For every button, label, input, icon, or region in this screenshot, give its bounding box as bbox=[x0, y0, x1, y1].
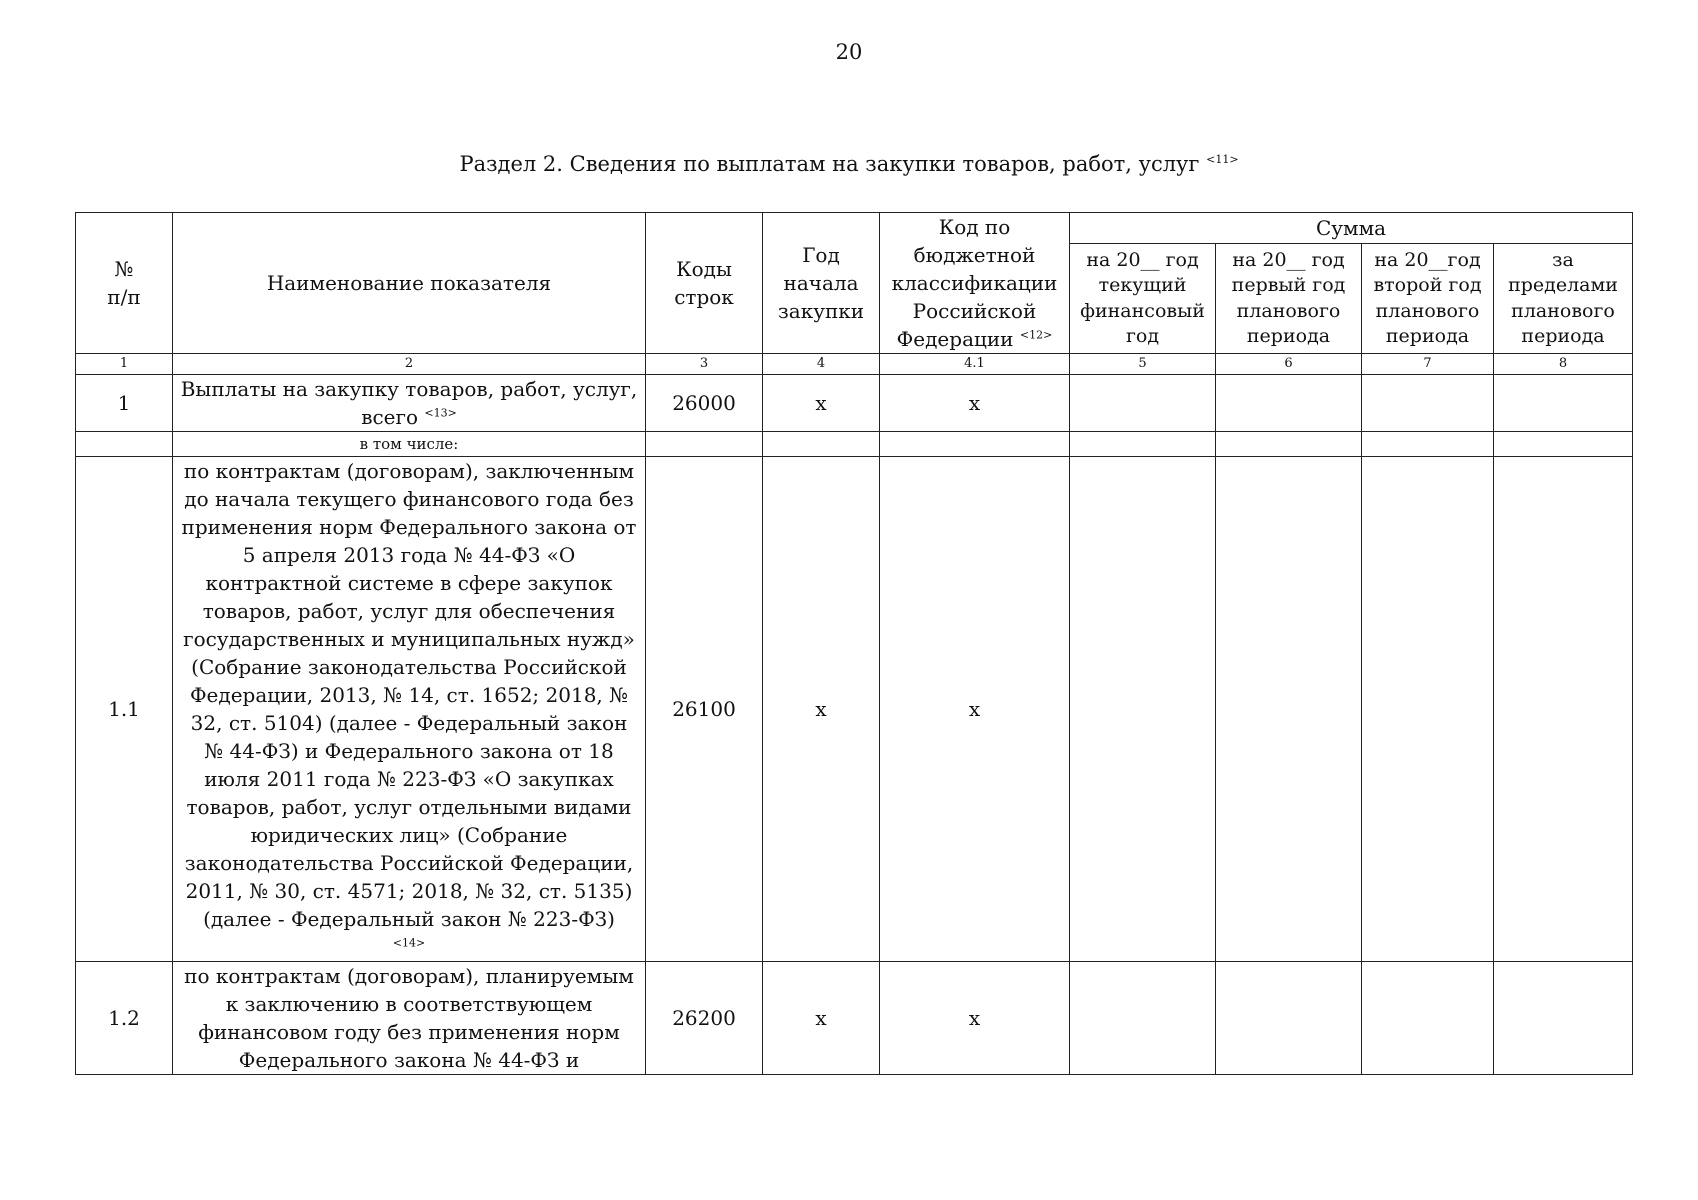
header-code-line: Коды bbox=[676, 257, 732, 281]
value-cell bbox=[1216, 432, 1362, 457]
sum-col-line: на 20__год bbox=[1374, 248, 1481, 271]
header-kbk-line: Российской bbox=[912, 299, 1037, 323]
row-kbk: x bbox=[880, 457, 1070, 962]
column-number: 3 bbox=[646, 354, 763, 375]
value-cell bbox=[1494, 432, 1633, 457]
row-name bbox=[173, 457, 646, 962]
row-num: 1 bbox=[76, 375, 173, 432]
column-number: 2 bbox=[173, 354, 646, 375]
row-name bbox=[173, 375, 646, 432]
sum-col-line: периода bbox=[1521, 325, 1605, 347]
header-kbk-line: Код по bbox=[938, 215, 1011, 239]
header-sum: Сумма bbox=[1070, 213, 1633, 244]
value-cell bbox=[1216, 375, 1362, 432]
table-row bbox=[76, 962, 1633, 1075]
value-cell bbox=[1494, 457, 1633, 962]
header-kbk bbox=[880, 213, 1070, 354]
value-cell bbox=[1362, 962, 1494, 1075]
row-year: x bbox=[763, 962, 880, 1075]
row-footnote: <13> bbox=[424, 406, 457, 420]
column-number: 7 bbox=[1362, 354, 1494, 375]
sum-col-line: планового bbox=[1511, 299, 1615, 322]
value-cell bbox=[1070, 375, 1216, 432]
header-year bbox=[763, 213, 880, 354]
header-num bbox=[76, 213, 173, 354]
row-name: в том числе: bbox=[173, 432, 646, 457]
sum-col-line: финансовый bbox=[1080, 299, 1205, 322]
value-cell bbox=[1362, 432, 1494, 457]
header-name: Наименование показателя bbox=[173, 213, 646, 354]
value-cell bbox=[1362, 457, 1494, 962]
header-kbk-footnote: <12> bbox=[1019, 328, 1053, 342]
header-kbk-line: бюджетной bbox=[913, 243, 1036, 267]
section-footnote: <11> bbox=[1206, 153, 1239, 166]
header-sum-current bbox=[1070, 244, 1216, 354]
table-row bbox=[76, 432, 1633, 457]
value-cell bbox=[1362, 375, 1494, 432]
row-code: 26200 bbox=[646, 962, 763, 1075]
sum-col-line: на 20__ год bbox=[1232, 248, 1345, 271]
value-cell bbox=[1070, 432, 1216, 457]
column-number: 8 bbox=[1494, 354, 1633, 375]
sum-col-line: периода bbox=[1246, 325, 1331, 347]
header-num-line: № bbox=[114, 257, 134, 281]
row-name-text: Выплаты на закупку товаров, работ, услуг, всего bbox=[180, 377, 638, 429]
header-num-line: п/п bbox=[107, 285, 141, 309]
value-cell bbox=[1070, 457, 1216, 962]
column-number: 6 bbox=[1216, 354, 1362, 375]
sum-col-line: планового bbox=[1236, 299, 1341, 322]
value-cell bbox=[1070, 962, 1216, 1075]
sum-col-line: периода bbox=[1385, 325, 1470, 347]
sum-col-line: текущий bbox=[1098, 274, 1187, 296]
column-number: 5 bbox=[1070, 354, 1216, 375]
header-kbk-line: Федерации bbox=[896, 327, 1014, 351]
row-kbk: x bbox=[880, 375, 1070, 432]
header-sum-first-plan bbox=[1216, 244, 1362, 354]
value-cell bbox=[1216, 962, 1362, 1075]
header-code bbox=[646, 213, 763, 354]
sum-col-line: за bbox=[1552, 248, 1574, 271]
row-year: x bbox=[763, 457, 880, 962]
row-kbk bbox=[880, 432, 1070, 457]
row-num: 1.2 bbox=[76, 962, 173, 1075]
sum-col-line: пределами bbox=[1508, 274, 1618, 296]
sum-col-line: на 20__ год bbox=[1086, 248, 1199, 271]
section-title bbox=[0, 152, 1698, 176]
column-number: 4.1 bbox=[880, 354, 1070, 375]
row-code: 26000 bbox=[646, 375, 763, 432]
row-code bbox=[646, 432, 763, 457]
value-cell bbox=[1494, 962, 1633, 1075]
column-number: 1 bbox=[76, 354, 173, 375]
table-row bbox=[76, 457, 1633, 962]
column-number: 4 bbox=[763, 354, 880, 375]
row-year bbox=[763, 432, 880, 457]
section-title-text: Раздел 2. Сведения по выплатам на закупки товаров, работ, услуг bbox=[459, 152, 1200, 176]
header-kbk-line: классификации bbox=[891, 271, 1058, 295]
header-sum-second-plan bbox=[1362, 244, 1494, 354]
row-name-text: по контрактам (договорам), заключенным до начала текущего финансового года без применения норм Федерального закона от 5 апреля 2013 года № 44-ФЗ «О контрактной системе в сфере закупок товаров, работ, услуг для обеспечения государственных и муниципальных нужд» (Собрание законодательства Российской Федерации, 2013, № 14, ст. 1652; 2018, № 32, ст. 5104) (далее - Федеральный закон № 44-ФЗ) и Федерального закона от 18 июля 2011 года № 223-ФЗ «О закупках товаров, работ, услуг отдельными видами юридических лиц» (Собрание законодательства Российской Федерации, 2011, № 30, ст. 4571; 2018, № 32, ст. 5135) (далее - Федеральный закон № 223-ФЗ) bbox=[181, 459, 637, 931]
row-name: по контрактам (договорам), планируемым к заключению в соответствующем финансовом году без применения норм Федерального закона № 44-ФЗ и bbox=[173, 962, 646, 1075]
table-row bbox=[76, 375, 1633, 432]
header-code-line: строк bbox=[674, 285, 734, 309]
sum-col-line: первый год bbox=[1231, 274, 1346, 296]
sum-col-line: год bbox=[1125, 325, 1160, 347]
payments-table bbox=[75, 212, 1633, 1075]
row-code: 26100 bbox=[646, 457, 763, 962]
column-number-row bbox=[76, 354, 1633, 375]
sum-col-line: второй год bbox=[1373, 274, 1482, 296]
row-footnote: <14> bbox=[392, 936, 426, 950]
row-num bbox=[76, 432, 173, 457]
sum-col-line: планового bbox=[1375, 299, 1480, 322]
header-year-line: Год bbox=[802, 243, 840, 267]
header-year-line: начала bbox=[783, 271, 859, 295]
row-kbk: x bbox=[880, 962, 1070, 1075]
row-year: x bbox=[763, 375, 880, 432]
value-cell bbox=[1494, 375, 1633, 432]
header-sum-beyond-plan bbox=[1494, 244, 1633, 354]
value-cell bbox=[1216, 457, 1362, 962]
page-number: 20 bbox=[835, 40, 863, 64]
row-num: 1.1 bbox=[76, 457, 173, 962]
header-year-line: закупки bbox=[777, 299, 865, 323]
